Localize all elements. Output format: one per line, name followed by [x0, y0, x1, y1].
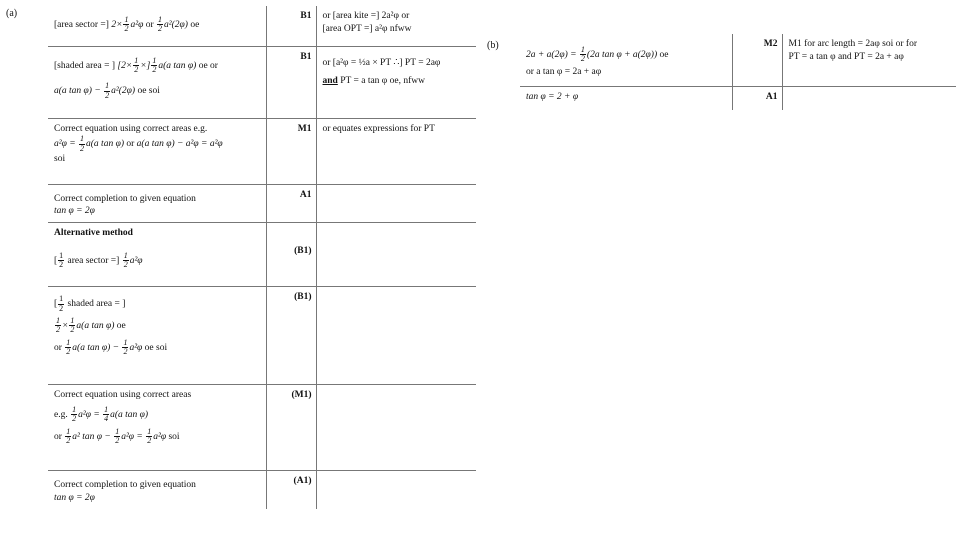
mark-cell: M2 — [732, 34, 782, 86]
guidance-cell: or equates expressions for PT — [316, 118, 476, 184]
guidance-cell — [316, 184, 476, 223]
guidance-cell — [316, 471, 476, 509]
answer-cell: 2a + a(2φ) = $\frac{1}{2}$ (2a tan φ + a(2φ)) oe or a tan φ = 2a + aφ — [520, 34, 732, 86]
mark-cell: (A1) — [266, 471, 316, 509]
mark-cell: A1 — [266, 184, 316, 223]
table-row — [48, 471, 476, 509]
guidance-cell: or [area kite =] 2a²φ or [area OPT =] a²φ nfww — [316, 6, 476, 46]
table-row — [520, 34, 956, 86]
table-row — [48, 223, 476, 287]
part-a-label: (a) — [6, 8, 18, 19]
answer-cell: Alternative method [ $\frac{1}{2}$ area sector =] $\frac{1}{2}$ a²φ — [48, 223, 266, 287]
mark-cell: A1 — [732, 86, 782, 110]
mark-cell: (B1) — [266, 287, 316, 385]
table-row — [520, 86, 956, 110]
guidance-cell — [316, 287, 476, 385]
guidance-cell — [316, 385, 476, 471]
table-row — [48, 287, 476, 385]
table-row — [48, 184, 476, 223]
mark-cell: (M1) — [266, 385, 316, 471]
table-row — [48, 118, 476, 184]
part-b-mark-table — [520, 34, 956, 110]
answer-cell: Correct equation using correct areas e.g. a²φ = $\frac{1}{2}$ a(a tan φ) or a(a tan φ) − a²φ = a²φ soi — [48, 118, 266, 184]
part-a-mark-table — [48, 6, 476, 509]
guidance-cell: M1 for arc length = 2aφ soi or for PT = a tan φ and PT = 2a + aφ — [782, 34, 956, 86]
part-b-label: (b) — [487, 40, 499, 51]
and-keyword: and — [322, 76, 338, 87]
guidance-cell — [782, 86, 956, 110]
alternative-method-heading: Alternative method — [54, 228, 133, 239]
table-row — [48, 385, 476, 471]
answer-cell: Correct completion to given equation tan φ = 2φ — [48, 184, 266, 223]
answer-cell: [shaded area = ] [2× $\frac{1}{2}$ ×] $\frac{1}{2}$ a(a tan φ) oe or a(a tan φ) − $\frac{1}{2}$ a²(2φ) oe soi — [48, 46, 266, 118]
mark-cell: B1 — [266, 6, 316, 46]
guidance-cell: or [a²φ = ½a × PT ∴] PT = 2aφ and PT = a tan φ oe, nfww — [316, 46, 476, 118]
table-row — [48, 46, 476, 118]
table-row — [48, 6, 476, 46]
answer-cell: tan φ = 2 + φ — [520, 86, 732, 110]
answer-cell: [area sector =] 2× $\frac{1}{2}$ a²φ or $\frac{1}{2}$ a²(2φ) oe — [48, 6, 266, 46]
mark-cell: B1 — [266, 46, 316, 118]
answer-cell: Correct equation using correct areas e.g. $\frac{1}{2}$ a²φ = $\frac{1}{4}$ a(a tan φ) or $\frac{1}{2}$ a² tan φ − $\frac{1}{2}$ a²φ = $\frac{1}{2}$ a²φ soi — [48, 385, 266, 471]
answer-cell: [ $\frac{1}{2}$ shaded area = ] $\frac{1}{2}$ × $\frac{1}{2}$ a(a tan φ) oe or $\frac{1}{2}$ a(a tan φ) − $\frac{1}{2}$ a²φ oe soi — [48, 287, 266, 385]
mark-cell: M1 — [266, 118, 316, 184]
mark-cell: (B1) — [266, 223, 316, 287]
guidance-cell — [316, 223, 476, 287]
answer-cell: Correct completion to given equation tan φ = 2φ — [48, 471, 266, 509]
